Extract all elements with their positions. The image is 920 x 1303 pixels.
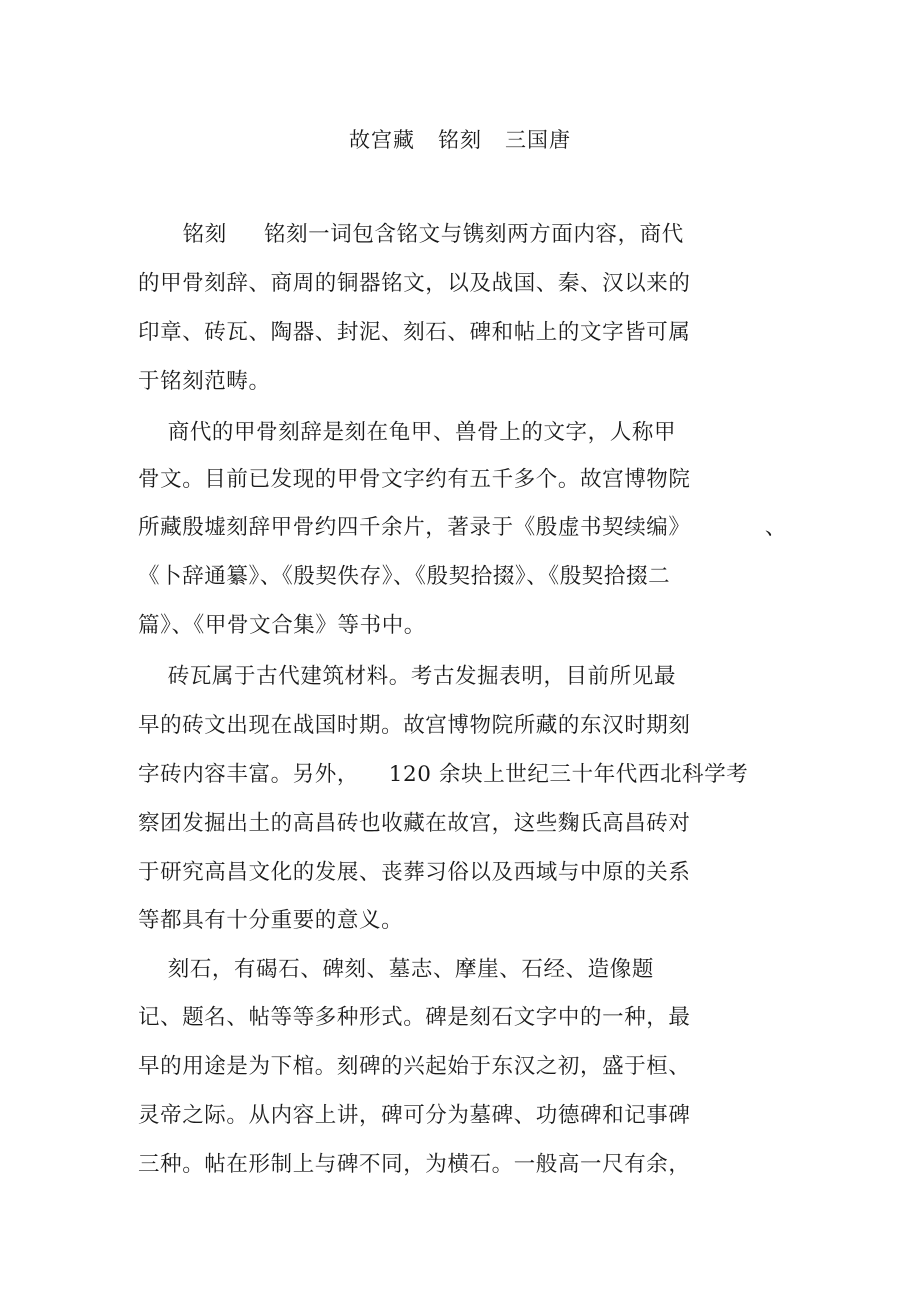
paragraph-2-line-5: 篇》、《甲骨文合集》等书中。 — [138, 613, 426, 638]
document-title: 故宫藏 铭刻 三国唐 — [348, 128, 572, 152]
paragraph-2-line-3: 所藏殷墟刻辞甲骨约四千余片，著录于《殷虚书契续编》 、 — [138, 515, 787, 540]
paragraph-1-line-2: 的甲骨刻辞、商周的铜器铭文，以及战国、秦、汉以来的 — [138, 271, 691, 296]
paragraph-4-line-3: 早的用途是为下棺。刻碑的兴起始于东汉之初，盛于桓、 — [138, 1054, 691, 1079]
paragraph-4-line-1: 刻石，有碣石、碑刻、墓志、摩崖、石经、造像题 — [138, 957, 654, 982]
paragraph-3-line-3: 字砖内容丰富。另外， 120 余块上世纪三十年代西北科学考 — [138, 762, 749, 787]
paragraph-2-line-2: 骨文。目前已发现的甲骨文字约有五千多个。故宫博物院 — [138, 467, 691, 492]
paragraph-3-line-6: 等都具有十分重要的意义。 — [138, 908, 404, 933]
paragraph-3-line-2: 早的砖文出现在战国时期。故宫博物院所藏的东汉时期刻 — [138, 713, 691, 738]
paragraph-1-line-1: 铭刻 铭刻一词包含铭文与镌刻两方面内容，商代 — [138, 222, 684, 247]
paragraph-3-line-1: 砖瓦属于古代建筑材料。考古发掘表明，目前所见最 — [138, 664, 677, 689]
paragraph-3-line-4: 察团发掘出土的高昌砖也收藏在故宫，这些麴氏高昌砖对 — [138, 811, 691, 836]
paragraph-4-line-2: 记、题名、帖等等多种形式。碑是刻石文字中的一种，最 — [138, 1005, 691, 1030]
paragraph-2-line-1: 商代的甲骨刻辞是刻在龟甲、兽骨上的文字，人称甲 — [138, 420, 677, 445]
paragraph-4-line-4: 灵帝之际。从内容上讲，碑可分为墓碑、功德碑和记事碑 — [138, 1103, 691, 1128]
paragraph-3-line-5: 于研究高昌文化的发展、丧葬习俗以及西域与中原的关系 — [138, 860, 691, 885]
paragraph-1-line-3: 印章、砖瓦、陶器、封泥、刻石、碑和帖上的文字皆可属 — [138, 320, 691, 345]
paragraph-1-line-4: 于铭刻范畴。 — [138, 369, 271, 394]
paragraph-4-line-5: 三种。帖在形制上与碑不同，为横石。一般高一尺有余， — [138, 1152, 691, 1177]
paragraph-2-line-4: 《卜辞通纂》、《殷契佚存》、《殷契拾掇》、《殷契拾掇二 — [138, 564, 671, 589]
